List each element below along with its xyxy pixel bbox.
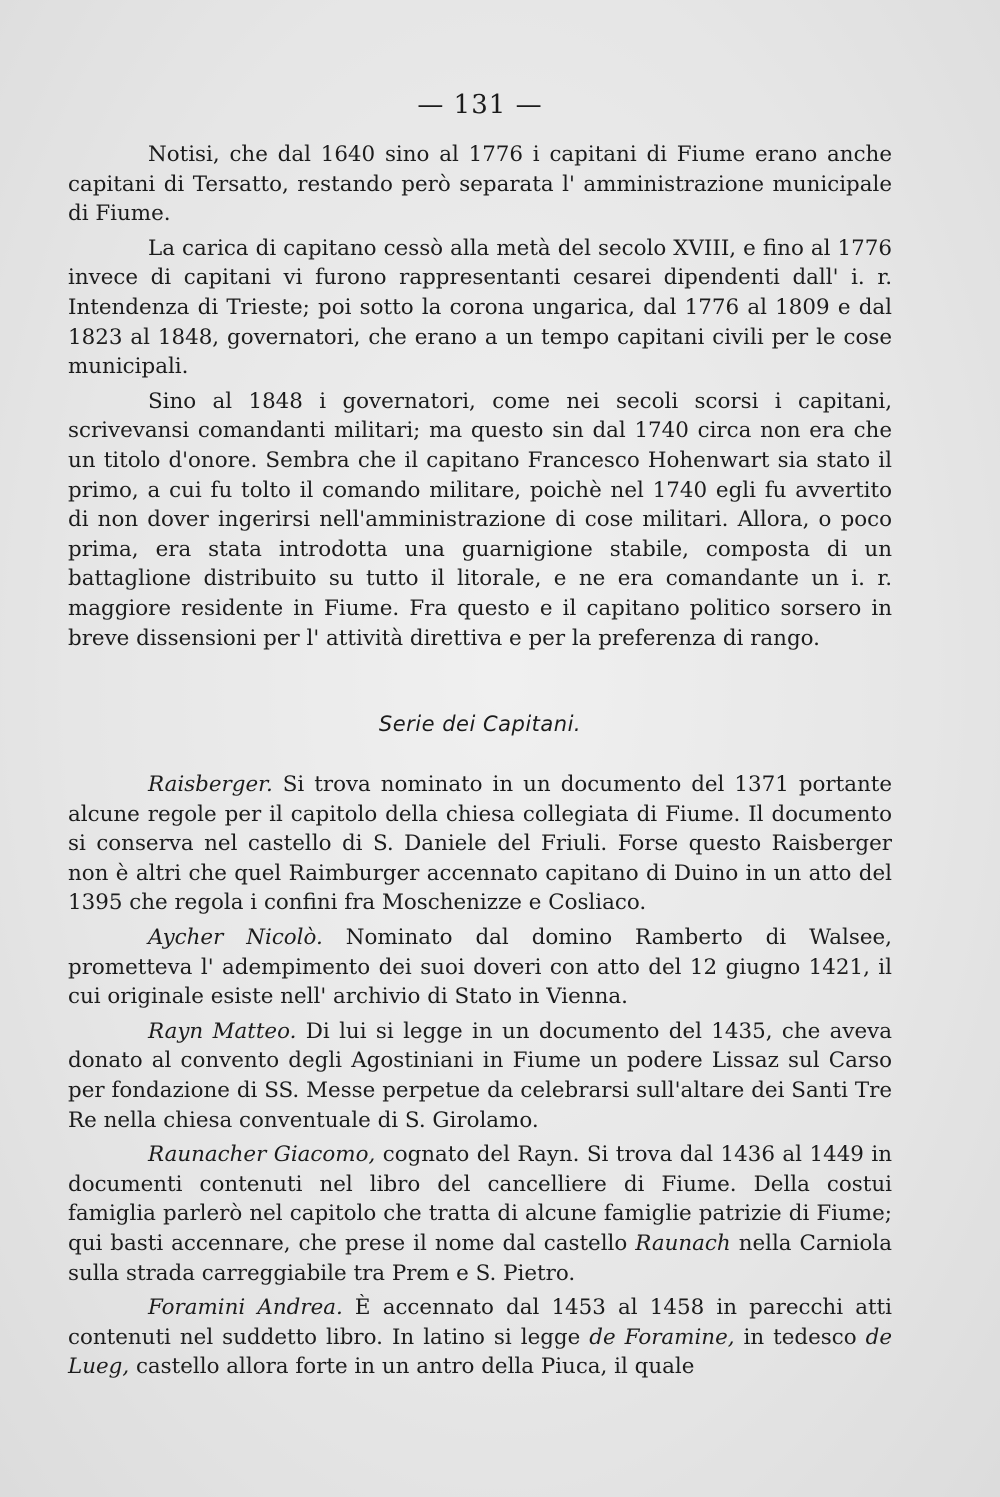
entry-rayn (68, 1017, 892, 1135)
entry-text: Nominato dal domino Ramberto di Walsee, prometteva l' adempimento dei suoi doveri con atto del 12 giugno 1421, il cui originale esiste nell' archivio di Stato in Vienna. (68, 925, 892, 1010)
entry-text: castello allora forte in un antro della Piuca, il quale (129, 1354, 695, 1380)
entry-text: Si trova nominato in un documento del 1371 portante alcune regole per il capitolo della chiesa collegiata di Fiume. Il documento si conserva nel castello di S. Daniele del Friuli. Forse questo Raisberger non è altri che quel Raimburger accennato capitano di Duino in un atto del 1395 che regola i confini fra Moschenizze e Cosliaco. (68, 772, 892, 916)
document-page (68, 90, 892, 1382)
entry-raisberger (68, 770, 892, 918)
italic-term: de Lueg, (68, 1324, 892, 1380)
entry-name: Rayn Matteo. (148, 1018, 297, 1044)
entry-name: Foramini Andrea. (148, 1295, 343, 1321)
entry-foramini (68, 1293, 892, 1382)
entry-raunacher (68, 1140, 892, 1288)
entry-text: in tedesco (734, 1324, 866, 1350)
entry-text: nella Carniola sulla strada carreggiabile tra Prem e S. Pietro. (68, 1231, 892, 1286)
entry-text: È accennato dal 1453 al 1458 in parecchi atti contenuti nel suddetto libro. In latino si legge (68, 1295, 892, 1350)
entry-text: Di lui si legge in un documento del 1435, che aveva donato al convento degli Agostiniani in Fiume un podere Lissaz sul Carso per fondazione di SS. Messe perpetue da celebrarsi sull'altare dei Santi Tre Re nella chiesa conventuale di S. Girolamo. (68, 1018, 892, 1133)
italic-term: Raunach (635, 1231, 731, 1256)
entry-text: cognato del Rayn. Si trova dal 1436 al 1449 in documenti contenuti nel libro del cancelliere di Fiume. Della costui famiglia parlerò nel capitolo che tratta di alcune famiglie patrizie di Fiume; qui basti accennare, che prese il nome dal castello (68, 1142, 892, 1256)
paragraph-intro-3: Sino al 1848 i governatori, come nei secoli scorsi i capitani, scrivevansi comandanti militari; ma questo sin dal 1740 circa non era che un titolo d'onore. Sembra che il capitano Francesco Hohenwart sia stato il primo, a cui fu tolto il comando militare, poichè nel 1740 egli fu avvertito di non dover ingerirsi nell'amministrazione di cose militari. Allora, o poco prima, era stata introdotta una guarnigione stabile, composta di un battaglione distribuito su tutto il litorale, e ne era comandante un i. r. maggiore residente in Fiume. Fra questo e il capitano politico sorsero in breve dissensioni per l' attività direttiva e per la preferenza di rango. (68, 388, 892, 651)
entry-name: Aycher Nicolò. (148, 925, 323, 951)
page-number: — 131 — (417, 90, 543, 120)
paragraph-intro-1: Notisi, che dal 1640 sino al 1776 i capitani di Fiume erano anche capitani di Tersatto, restando però separata l' amministrazione municipale di Fiume. (68, 142, 892, 227)
paragraph-intro-2: La carica di capitano cessò alla metà del secolo XVIII, e fino al 1776 invece di capitani vi furono rappresentanti cesarei dipendenti dall' i. r. Intendenza di Trieste; poi sotto la corona ungarica, dal 1776 al 1809 e dal 1823 al 1848, governatori, che erano a un tempo capitani civili per le cose municipali. (68, 235, 892, 380)
section-title: Serie dei Capitani. (378, 712, 582, 737)
italic-term: de Foramine, (589, 1324, 735, 1350)
entry-aycher (68, 923, 892, 1012)
entry-name: Raunacher Giacomo, (148, 1142, 376, 1168)
entry-name: Raisberger. (148, 772, 273, 798)
